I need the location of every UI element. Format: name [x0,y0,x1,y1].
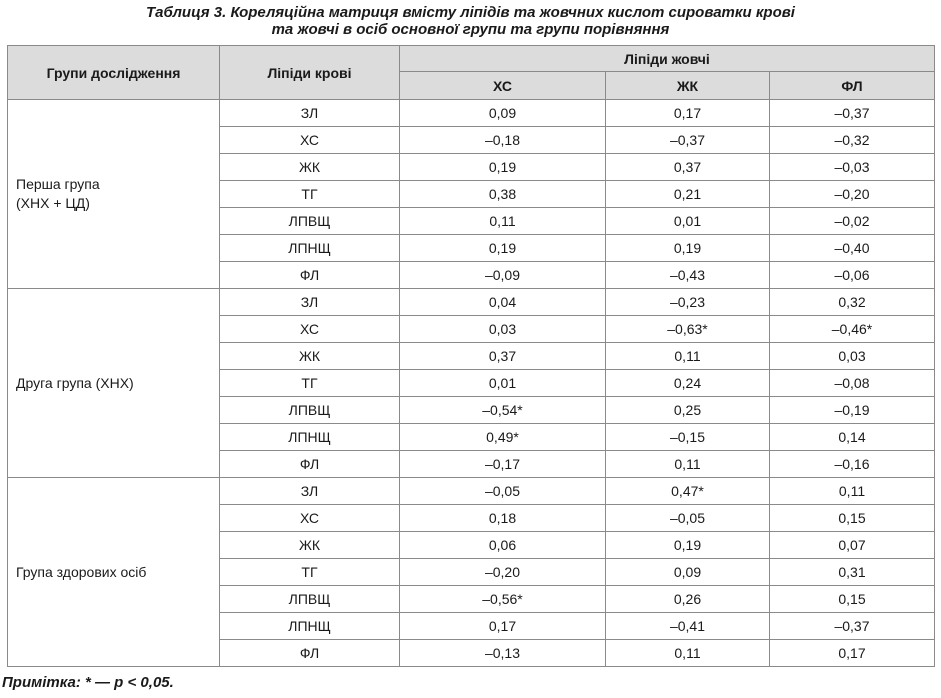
correlation-value-cell: 0,18 [400,505,606,532]
correlation-value-cell: 0,11 [606,343,770,370]
table-header [8,46,935,100]
table-row [8,289,935,316]
blood-lipid-cell: ФЛ [220,451,400,478]
correlation-value-cell: 0,37 [606,154,770,181]
blood-lipid-cell: ХС [220,505,400,532]
correlation-value-cell: 0,49* [400,424,606,451]
correlation-value-cell: –0,05 [400,478,606,505]
correlation-value-cell: 0,17 [606,100,770,127]
correlation-value-cell: –0,43 [606,262,770,289]
blood-lipid-cell: ЖК [220,532,400,559]
correlation-value-cell: –0,05 [606,505,770,532]
correlation-value-cell: 0,11 [400,208,606,235]
correlation-value-cell: 0,21 [606,181,770,208]
correlation-value-cell: 0,26 [606,586,770,613]
correlation-value-cell: –0,56* [400,586,606,613]
group-name-line: (ХНХ + ЦД) [16,195,90,211]
correlation-value-cell: –0,46* [770,316,935,343]
blood-lipid-cell: ФЛ [220,640,400,667]
correlation-value-cell: –0,03 [770,154,935,181]
blood-lipid-cell: ХС [220,127,400,154]
blood-lipid-cell: ФЛ [220,262,400,289]
blood-lipid-cell: ЛПВЩ [220,397,400,424]
blood-lipid-cell: ЛПНЩ [220,613,400,640]
correlation-value-cell: –0,15 [606,424,770,451]
correlation-value-cell: –0,20 [770,181,935,208]
correlation-value-cell: –0,63* [606,316,770,343]
correlation-value-cell: 0,37 [400,343,606,370]
correlation-value-cell: 0,04 [400,289,606,316]
header-col-zhk: ЖК [606,72,770,100]
correlation-value-cell: –0,37 [606,127,770,154]
correlation-value-cell: 0,03 [400,316,606,343]
header-col-fl: ФЛ [770,72,935,100]
blood-lipid-cell: ЗЛ [220,478,400,505]
correlation-value-cell: 0,38 [400,181,606,208]
blood-lipid-cell: ТГ [220,559,400,586]
correlation-value-cell: –0,09 [400,262,606,289]
correlation-value-cell: –0,13 [400,640,606,667]
blood-lipid-cell: ЛПВЩ [220,586,400,613]
correlation-value-cell: 0,01 [606,208,770,235]
table-body [8,100,935,667]
correlation-value-cell: 0,07 [770,532,935,559]
blood-lipid-cell: ТГ [220,370,400,397]
correlation-value-cell: –0,18 [400,127,606,154]
correlation-value-cell: –0,37 [770,100,935,127]
blood-lipid-cell: ЗЛ [220,100,400,127]
header-col-xc: ХС [400,72,606,100]
correlation-value-cell: –0,23 [606,289,770,316]
correlation-value-cell: 0,11 [606,451,770,478]
correlation-value-cell: –0,32 [770,127,935,154]
correlation-value-cell: 0,17 [400,613,606,640]
group-name-cell [8,478,220,667]
correlation-value-cell: 0,03 [770,343,935,370]
blood-lipid-cell: ЛПНЩ [220,235,400,262]
header-groups: Групи дослідження [8,46,220,100]
correlation-value-cell: –0,08 [770,370,935,397]
correlation-value-cell: 0,17 [770,640,935,667]
group-name-line: Перша група [16,176,100,192]
group-name-cell [8,100,220,289]
correlation-value-cell: 0,15 [770,586,935,613]
correlation-value-cell: 0,09 [400,100,606,127]
table-row [8,100,935,127]
group-name-line: Група здорових осіб [16,563,147,580]
correlation-value-cell: –0,19 [770,397,935,424]
correlation-value-cell: –0,17 [400,451,606,478]
blood-lipid-cell: ЛПВЩ [220,208,400,235]
correlation-value-cell: 0,06 [400,532,606,559]
correlation-value-cell: –0,02 [770,208,935,235]
caption-line-2: та жовчі в осіб основної групи та групи порівняння [271,21,670,38]
group-name-cell [8,289,220,478]
correlation-value-cell: 0,09 [606,559,770,586]
blood-lipid-cell: ЛПНЩ [220,424,400,451]
correlation-value-cell: –0,40 [770,235,935,262]
correlation-value-cell: –0,41 [606,613,770,640]
correlation-value-cell: –0,16 [770,451,935,478]
correlation-value-cell: 0,19 [606,532,770,559]
blood-lipid-cell: ХС [220,316,400,343]
caption-line-1: Таблиця 3. Кореляційна матриця вмісту ліпідів та жовчних кислот сироватки крові [146,4,795,21]
correlation-value-cell: 0,14 [770,424,935,451]
correlation-value-cell: –0,37 [770,613,935,640]
correlation-value-cell: 0,11 [770,478,935,505]
table-row [8,478,935,505]
correlation-value-cell: 0,31 [770,559,935,586]
table-caption [0,0,941,38]
correlation-value-cell: 0,19 [400,235,606,262]
correlation-value-cell: 0,19 [606,235,770,262]
correlation-value-cell: 0,32 [770,289,935,316]
header-blood-lipids: Ліпіди крові [220,46,400,100]
header-bile-lipids: Ліпіди жовчі [400,46,935,72]
correlation-value-cell: 0,19 [400,154,606,181]
correlation-value-cell: –0,20 [400,559,606,586]
correlation-value-cell: –0,54* [400,397,606,424]
correlation-value-cell: 0,24 [606,370,770,397]
blood-lipid-cell: ЖК [220,154,400,181]
correlation-table [7,45,935,667]
correlation-value-cell: 0,11 [606,640,770,667]
correlation-value-cell: 0,15 [770,505,935,532]
blood-lipid-cell: ЗЛ [220,289,400,316]
footnote: Примітка: * — p < 0,05. [2,674,174,691]
blood-lipid-cell: ЖК [220,343,400,370]
correlation-value-cell: 0,25 [606,397,770,424]
group-name-line: Друга група (ХНХ) [16,374,134,391]
correlation-value-cell: –0,06 [770,262,935,289]
correlation-value-cell: 0,01 [400,370,606,397]
blood-lipid-cell: ТГ [220,181,400,208]
correlation-value-cell: 0,47* [606,478,770,505]
